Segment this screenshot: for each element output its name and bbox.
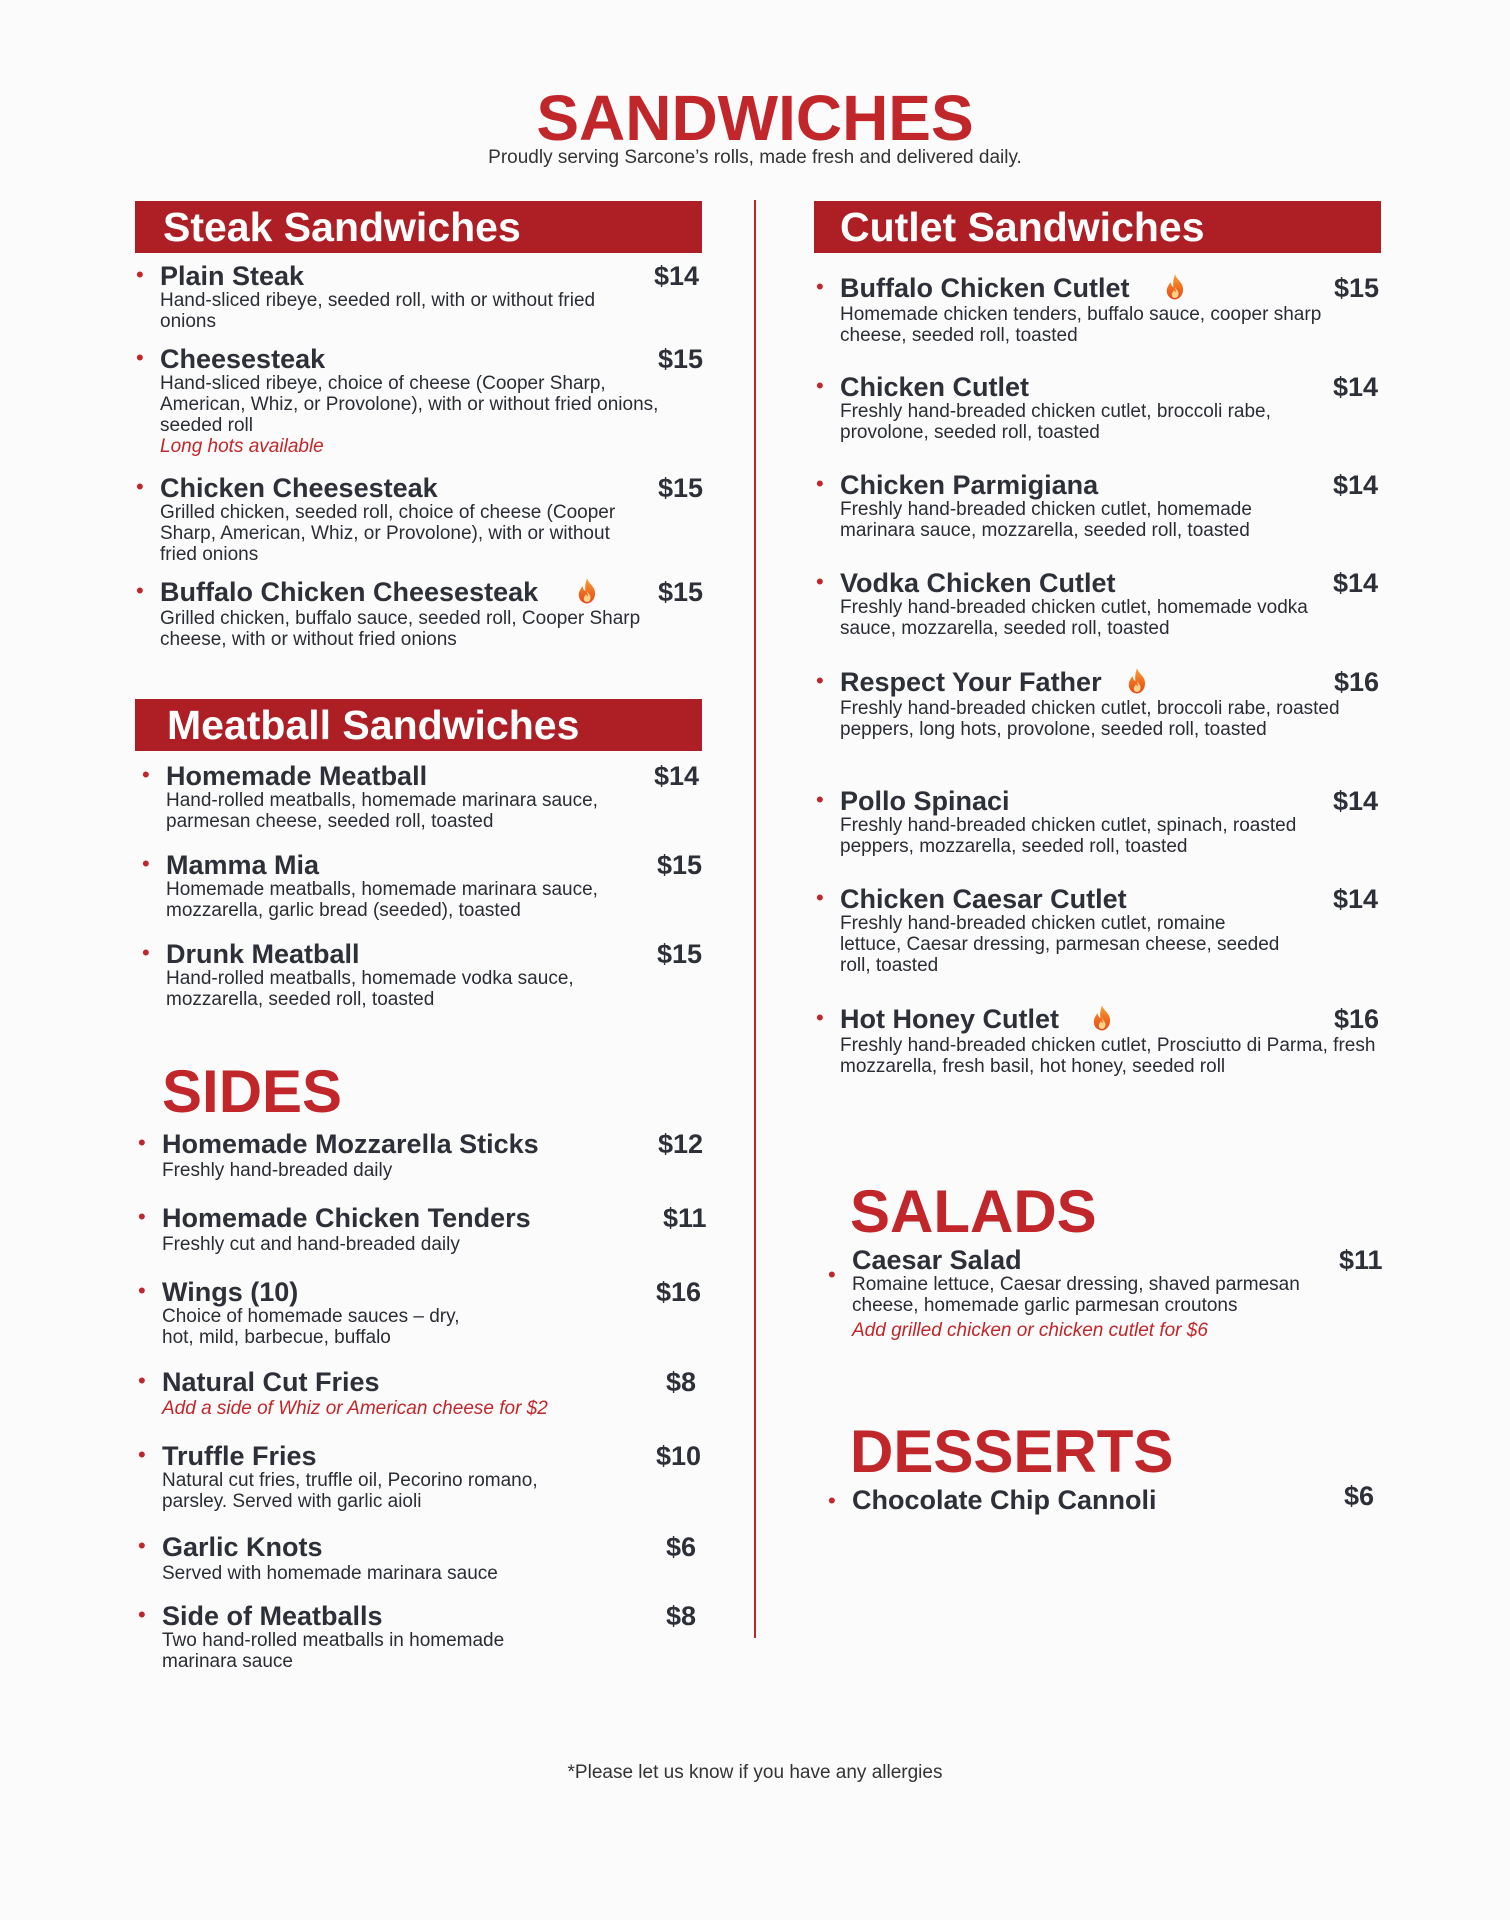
item-price: $14 xyxy=(1333,786,1379,816)
menu-item-buffalo-chicken-cutlet xyxy=(816,273,1381,346)
steak-sandwiches-heading: Steak Sandwiches xyxy=(163,204,521,250)
menu-item-chicken-cheesesteak xyxy=(136,473,704,565)
item-price: $14 xyxy=(1333,884,1379,914)
item-description: Choice of homemade sauces – dry, hot, mild, barbecue, buffalo xyxy=(162,1306,460,1348)
item-price: $6 xyxy=(666,1532,697,1562)
menu-item-hot-honey-cutlet xyxy=(816,1004,1381,1077)
item-name: Pollo Spinaci xyxy=(840,786,1010,816)
item-name: Vodka Chicken Cutlet xyxy=(840,568,1116,598)
menu-item-caesar-salad xyxy=(828,1245,1384,1342)
menu-item-respect-your-father xyxy=(816,667,1381,740)
bullet-icon: • xyxy=(142,851,150,876)
item-description: Freshly hand-breaded chicken cutlet, broccoli rabe, roasted peppers, long hots, provolone, seeded roll, toasted xyxy=(840,697,1340,740)
menu-item-chicken-cutlet xyxy=(816,372,1381,443)
item-price: $15 xyxy=(658,344,704,374)
menu-item-mozzarella-sticks xyxy=(138,1129,704,1181)
bullet-icon: • xyxy=(142,940,150,965)
item-description: Freshly cut and hand-breaded daily xyxy=(162,1234,460,1255)
item-name: Caesar Salad xyxy=(852,1245,1022,1275)
spicy-fire-icon xyxy=(1126,667,1148,695)
item-description: Homemade meatballs, homemade marinara sauce, mozzarella, garlic bread (seeded), toasted xyxy=(166,879,598,921)
bullet-icon: • xyxy=(816,471,824,496)
menu-item-natural-cut-fries xyxy=(138,1367,702,1420)
sides-heading: SIDES xyxy=(162,1058,343,1125)
steak-sandwiches-banner xyxy=(135,201,702,253)
page-title: SANDWICHES xyxy=(536,82,974,154)
item-name: Side of Meatballs xyxy=(162,1601,383,1631)
bullet-icon: • xyxy=(828,1262,836,1287)
item-description: Freshly hand-breaded chicken cutlet, broccoli rabe, provolone, seeded roll, toasted xyxy=(840,401,1271,443)
menu-item-truffle-fries xyxy=(138,1441,702,1512)
meatball-sandwiches-heading: Meatball Sandwiches xyxy=(167,702,580,748)
item-description: Freshly hand-breaded chicken cutlet, homemade marinara sauce, mozzarella, seeded roll, toasted xyxy=(840,499,1252,541)
menu-item-wings xyxy=(138,1277,702,1348)
item-name-text: Hot Honey Cutlet xyxy=(840,1004,1059,1034)
item-note: Add a side of Whiz or American cheese for $2 xyxy=(162,1398,548,1419)
bullet-icon: • xyxy=(816,668,824,693)
item-price: $8 xyxy=(666,1367,697,1397)
menu-item-buffalo-chicken-cheesesteak xyxy=(136,577,704,650)
menu-item-drunk-meatball xyxy=(142,939,703,1010)
item-price: $14 xyxy=(1333,470,1379,500)
item-description: Freshly hand-breaded daily xyxy=(162,1160,393,1181)
item-note: Long hots available xyxy=(160,436,324,457)
bullet-icon: • xyxy=(138,1130,146,1155)
menu-item-mamma-mia xyxy=(142,850,703,921)
item-price: $14 xyxy=(654,261,700,291)
item-price: $16 xyxy=(656,1277,702,1307)
bullet-icon: • xyxy=(138,1533,146,1558)
menu-item-pollo-spinaci xyxy=(816,786,1381,857)
item-price: $15 xyxy=(657,850,703,880)
item-description: Hand-sliced ribeye, choice of cheese (Cooper Sharp, American, Whiz, or Provolone), with or without fried onions, seeded roll xyxy=(160,373,659,436)
item-name xyxy=(840,1005,1381,1035)
column-divider xyxy=(754,200,756,1638)
item-name xyxy=(840,668,1381,698)
bullet-icon: • xyxy=(136,262,144,287)
item-name: Homemade Mozzarella Sticks xyxy=(162,1129,539,1159)
item-name: Homemade Meatball xyxy=(166,761,428,791)
item-price: $15 xyxy=(658,473,704,503)
spicy-fire-icon xyxy=(1091,1004,1113,1032)
bullet-icon: • xyxy=(138,1442,146,1467)
bullet-icon: • xyxy=(816,274,824,299)
menu-item-cheesesteak xyxy=(136,344,704,458)
item-name xyxy=(840,274,1381,304)
item-price: $8 xyxy=(666,1601,697,1631)
item-price: $14 xyxy=(1333,568,1379,598)
bullet-icon: • xyxy=(138,1602,146,1627)
item-name: Homemade Chicken Tenders xyxy=(162,1203,531,1233)
menu-item-homemade-meatball xyxy=(142,761,700,832)
menu-item-chicken-parmigiana xyxy=(816,470,1381,541)
item-description: Natural cut fries, truffle oil, Pecorino romano, parsley. Served with garlic aioli xyxy=(162,1470,538,1512)
item-name: Truffle Fries xyxy=(162,1441,317,1471)
menu-item-chicken-tenders xyxy=(138,1203,707,1255)
item-price: $10 xyxy=(656,1441,702,1471)
item-name: Natural Cut Fries xyxy=(162,1367,380,1397)
item-price: $16 xyxy=(1334,1004,1380,1034)
meatball-sandwiches-banner xyxy=(135,699,702,751)
item-price: $16 xyxy=(1334,667,1380,697)
spicy-fire-icon xyxy=(1164,273,1186,301)
item-description: Two hand-rolled meatballs in homemade marinara sauce xyxy=(162,1630,505,1672)
item-description: Freshly hand-breaded chicken cutlet, homemade vodka sauce, mozzarella, seeded roll, toasted xyxy=(840,597,1308,639)
item-price: $15 xyxy=(657,939,703,969)
bullet-icon: • xyxy=(138,1204,146,1229)
cutlet-sandwiches-banner xyxy=(814,201,1381,253)
bullet-icon: • xyxy=(816,373,824,398)
bullet-icon: • xyxy=(138,1368,146,1393)
item-description: Hand-sliced ribeye, seeded roll, with or without fried onions xyxy=(160,290,596,332)
cutlet-sandwiches-heading: Cutlet Sandwiches xyxy=(840,204,1205,250)
item-name: Chicken Cheesesteak xyxy=(160,473,438,503)
item-description: Freshly hand-breaded chicken cutlet, romaine lettuce, Caesar dressing, parmesan cheese, seeded roll, toasted xyxy=(840,913,1280,976)
menu-item-chicken-caesar-cutlet xyxy=(816,884,1381,976)
item-name xyxy=(160,578,700,608)
salads-heading: SALADS xyxy=(850,1178,1097,1245)
item-name: Chicken Caesar Cutlet xyxy=(840,884,1127,914)
bullet-icon: • xyxy=(138,1278,146,1303)
bullet-icon: • xyxy=(816,569,824,594)
item-price: $11 xyxy=(663,1203,707,1233)
item-price: $14 xyxy=(1333,372,1379,402)
bullet-icon: • xyxy=(816,885,824,910)
bullet-icon: • xyxy=(136,345,144,370)
item-name-text: Respect Your Father xyxy=(840,667,1102,697)
item-name: Cheesesteak xyxy=(160,344,326,374)
item-name: Drunk Meatball xyxy=(166,939,360,969)
item-price: $6 xyxy=(1344,1481,1375,1511)
item-name-text: Buffalo Chicken Cutlet xyxy=(840,273,1130,303)
item-name: Chocolate Chip Cannoli xyxy=(852,1485,1157,1515)
allergy-notice: *Please let us know if you have any allergies xyxy=(567,1762,943,1783)
item-name-text: Buffalo Chicken Cheesesteak xyxy=(160,577,539,607)
item-description: Served with homemade marinara sauce xyxy=(162,1563,498,1584)
menu-item-plain-steak xyxy=(136,261,700,332)
item-description: Grilled chicken, seeded roll, choice of cheese (Cooper Sharp, American, Whiz, or Provolone), with or without fried onions xyxy=(160,502,616,565)
bullet-icon: • xyxy=(136,578,144,603)
item-description: Hand-rolled meatballs, homemade marinara sauce, parmesan cheese, seeded roll, toasted xyxy=(166,790,598,832)
menu-item-garlic-knots xyxy=(138,1532,702,1584)
menu-item-chocolate-chip-cannoli xyxy=(828,1481,1384,1515)
item-name: Plain Steak xyxy=(160,261,305,291)
item-name: Garlic Knots xyxy=(162,1532,323,1562)
item-name: Wings (10) xyxy=(162,1277,299,1307)
bullet-icon: • xyxy=(142,762,150,787)
item-description: Freshly hand-breaded chicken cutlet, Prosciutto di Parma, fresh mozzarella, fresh basil, hot honey, seeded roll xyxy=(840,1034,1376,1077)
bullet-icon: • xyxy=(816,787,824,812)
menu-item-side-of-meatballs xyxy=(138,1601,702,1672)
menu-item-vodka-chicken-cutlet xyxy=(816,568,1381,639)
item-description: Grilled chicken, buffalo sauce, seeded roll, Cooper Sharp cheese, with or without fried onions xyxy=(160,607,641,650)
item-price: $15 xyxy=(658,577,704,607)
item-name: Chicken Cutlet xyxy=(840,372,1030,402)
item-note: Add grilled chicken or chicken cutlet for $6 xyxy=(852,1320,1208,1341)
bullet-icon: • xyxy=(136,474,144,499)
item-description: Freshly hand-breaded chicken cutlet, spinach, roasted peppers, mozzarella, seeded roll, toasted xyxy=(840,815,1297,857)
bullet-icon: • xyxy=(816,1005,824,1030)
item-name: Mamma Mia xyxy=(166,850,320,880)
item-price: $11 xyxy=(1339,1245,1383,1275)
item-description: Hand-rolled meatballs, homemade vodka sauce, mozzarella, seeded roll, toasted xyxy=(166,968,574,1010)
bullet-icon: • xyxy=(828,1488,836,1513)
item-price: $14 xyxy=(654,761,700,791)
page-subtitle: Proudly serving Sarcone’s rolls, made fresh and delivered daily. xyxy=(488,147,1022,168)
item-description: Romaine lettuce, Caesar dressing, shaved parmesan cheese, homemade garlic parmesan croutons xyxy=(852,1274,1300,1316)
item-description: Homemade chicken tenders, buffalo sauce, cooper sharp cheese, seeded roll, toasted xyxy=(840,303,1322,346)
item-name: Chicken Parmigiana xyxy=(840,470,1099,500)
desserts-heading: DESSERTS xyxy=(850,1418,1174,1485)
item-price: $12 xyxy=(658,1129,704,1159)
item-price: $15 xyxy=(1334,273,1380,303)
spicy-fire-icon xyxy=(576,577,598,605)
